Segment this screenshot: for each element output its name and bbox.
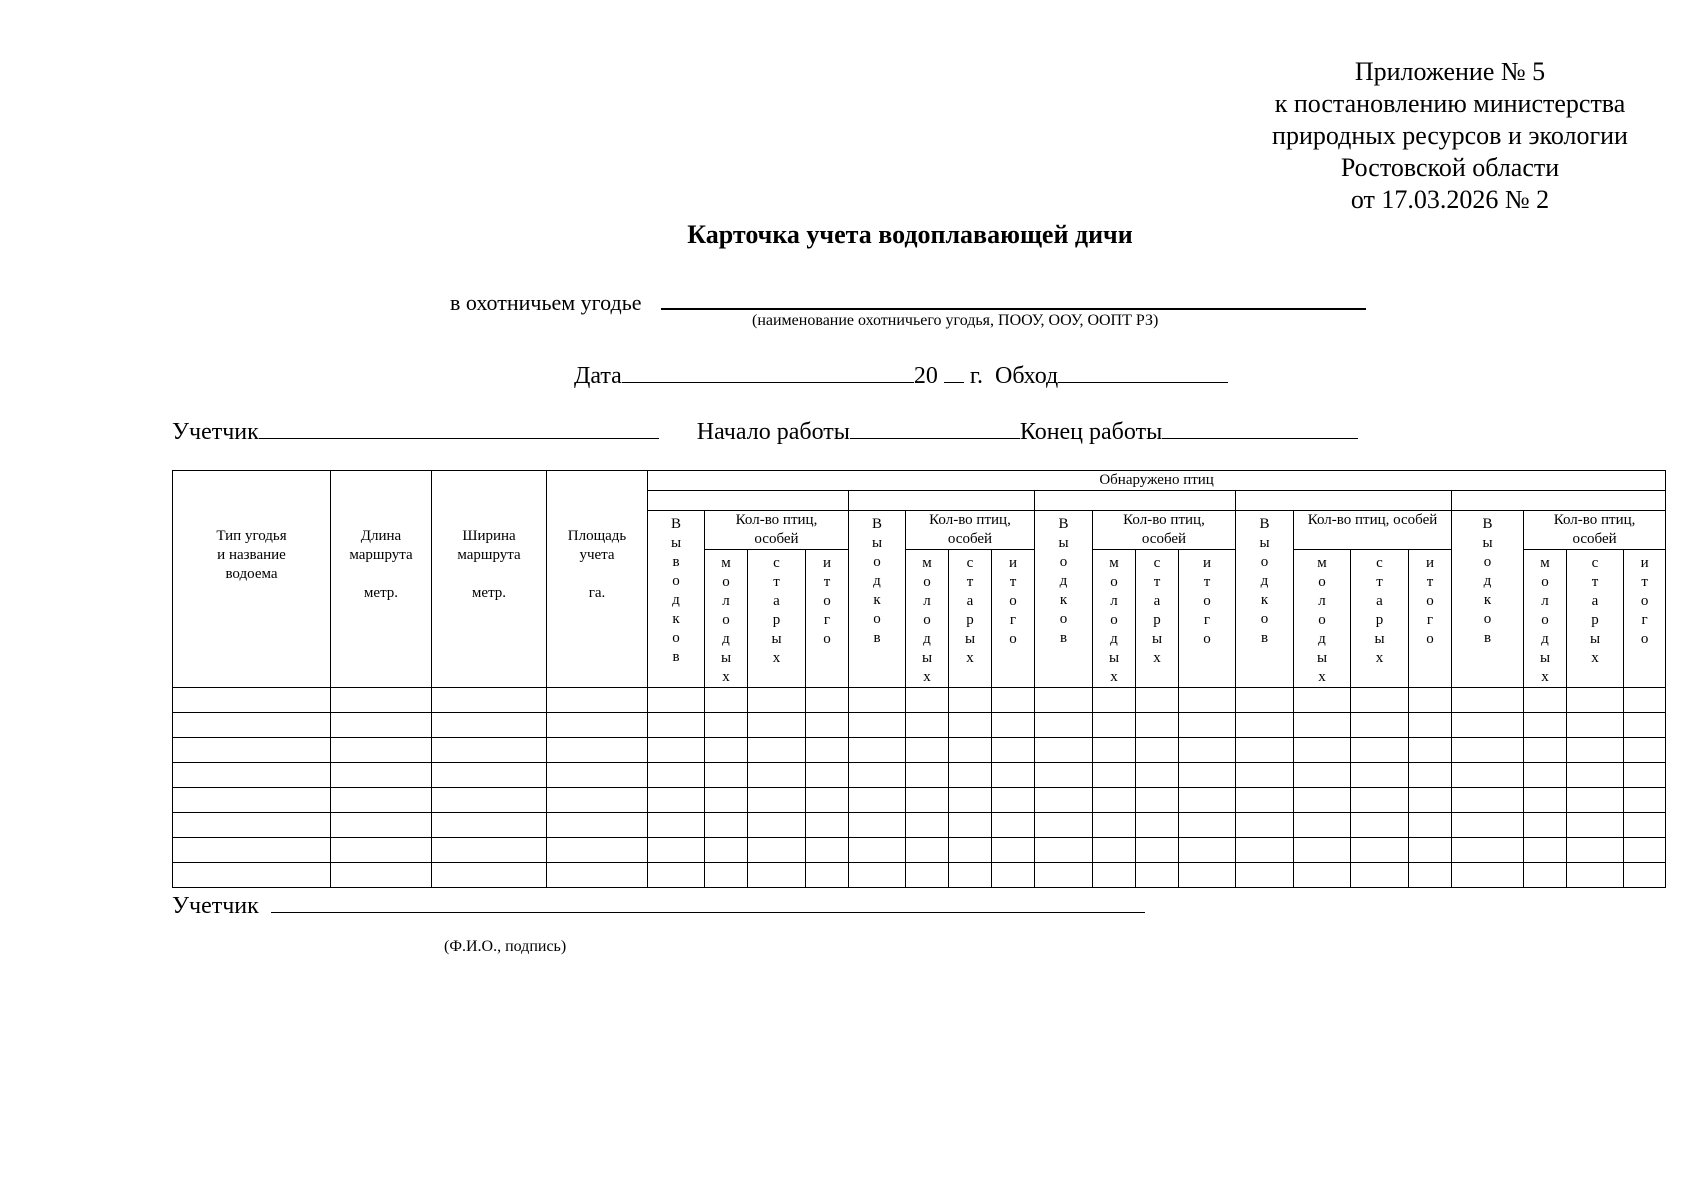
table-row bbox=[173, 763, 1666, 788]
header-broods: В ы о д к о в bbox=[1236, 511, 1294, 688]
table-cell[interactable] bbox=[949, 738, 992, 763]
table-cell[interactable] bbox=[705, 788, 748, 813]
header-broods: В ы о д к о в bbox=[849, 511, 906, 688]
table-cell[interactable] bbox=[1351, 713, 1409, 738]
table-cell[interactable] bbox=[1093, 688, 1136, 713]
table-cell[interactable] bbox=[806, 688, 849, 713]
table-cell[interactable] bbox=[1567, 813, 1624, 838]
table-cell[interactable] bbox=[906, 738, 949, 763]
end-work-field[interactable] bbox=[1162, 416, 1358, 439]
table-cell[interactable] bbox=[547, 688, 648, 713]
header-young: м о л о д ы х bbox=[1524, 550, 1567, 688]
table-cell[interactable] bbox=[949, 763, 992, 788]
table-cell[interactable] bbox=[806, 813, 849, 838]
table-cell[interactable] bbox=[173, 688, 331, 713]
table-cell[interactable] bbox=[1351, 813, 1409, 838]
table-cell[interactable] bbox=[547, 813, 648, 838]
footer-counter-label: Учетчик bbox=[172, 893, 259, 919]
table-cell[interactable] bbox=[1452, 688, 1524, 713]
table-cell[interactable] bbox=[1624, 863, 1666, 888]
table-cell[interactable] bbox=[748, 688, 806, 713]
bird-count-table bbox=[172, 470, 1666, 888]
table-cell[interactable] bbox=[748, 763, 806, 788]
header-total: и т о г о bbox=[1409, 550, 1452, 688]
table-cell[interactable] bbox=[1524, 713, 1567, 738]
table-cell[interactable] bbox=[173, 813, 331, 838]
table-cell[interactable] bbox=[1624, 713, 1666, 738]
table-cell[interactable] bbox=[1035, 813, 1093, 838]
hunting-ground-field[interactable] bbox=[661, 286, 1366, 310]
table-cell[interactable] bbox=[1624, 763, 1666, 788]
header-bird-count: Кол-во птиц, особей bbox=[1093, 511, 1236, 550]
header-total: и т о г о bbox=[1179, 550, 1236, 688]
table-cell[interactable] bbox=[1294, 688, 1351, 713]
table-cell[interactable] bbox=[1624, 688, 1666, 713]
table-cell[interactable] bbox=[1236, 813, 1294, 838]
table-cell[interactable] bbox=[648, 738, 705, 763]
table-cell[interactable] bbox=[1624, 813, 1666, 838]
header-count-area: Площадь учета га. bbox=[547, 471, 648, 688]
table-cell[interactable] bbox=[806, 713, 849, 738]
table-cell[interactable] bbox=[806, 738, 849, 763]
table-cell[interactable] bbox=[331, 688, 432, 713]
table-cell[interactable] bbox=[1294, 838, 1351, 863]
end-work-label: Конец работы bbox=[1019, 419, 1163, 445]
table-cell[interactable] bbox=[173, 713, 331, 738]
table-cell[interactable] bbox=[432, 838, 547, 863]
table-cell[interactable] bbox=[705, 688, 748, 713]
table-cell[interactable] bbox=[1351, 688, 1409, 713]
table-cell[interactable] bbox=[906, 688, 949, 713]
table-cell[interactable] bbox=[1136, 788, 1179, 813]
appendix-line: природных ресурсов и экологии bbox=[1272, 121, 1628, 150]
table-cell[interactable] bbox=[1179, 863, 1236, 888]
table-cell[interactable] bbox=[432, 763, 547, 788]
table-cell[interactable] bbox=[705, 838, 748, 863]
table-cell[interactable] bbox=[992, 838, 1035, 863]
table-cell[interactable] bbox=[648, 713, 705, 738]
table-cell[interactable] bbox=[1524, 788, 1567, 813]
table-cell[interactable] bbox=[1409, 713, 1452, 738]
table-cell[interactable] bbox=[1624, 788, 1666, 813]
table-cell[interactable] bbox=[1624, 838, 1666, 863]
table-cell[interactable] bbox=[748, 713, 806, 738]
table-cell[interactable] bbox=[1567, 863, 1624, 888]
signature-caption: (Ф.И.О., подпись) bbox=[444, 938, 567, 955]
table-cell[interactable] bbox=[806, 763, 849, 788]
table-cell[interactable] bbox=[849, 738, 906, 763]
table-cell[interactable] bbox=[1409, 738, 1452, 763]
table-cell[interactable] bbox=[1136, 713, 1179, 738]
table-cell[interactable] bbox=[1351, 763, 1409, 788]
table-cell[interactable] bbox=[1351, 838, 1409, 863]
hunting-ground-caption: (наименование охотничьего угодья, ПООУ, ООУ, ООПТ РЗ) bbox=[752, 312, 1159, 329]
table-row bbox=[173, 863, 1666, 888]
table-cell[interactable] bbox=[1136, 763, 1179, 788]
table-cell[interactable] bbox=[1452, 763, 1524, 788]
year-field[interactable] bbox=[944, 360, 964, 383]
table-cell[interactable] bbox=[806, 788, 849, 813]
table-cell[interactable] bbox=[949, 788, 992, 813]
year-suffix: г. bbox=[969, 363, 983, 389]
table-cell[interactable] bbox=[1409, 688, 1452, 713]
counter-field[interactable] bbox=[259, 416, 659, 439]
header-bird-count: Кол-во птиц, особей bbox=[1294, 511, 1452, 550]
table-cell[interactable] bbox=[547, 763, 648, 788]
table-cell[interactable] bbox=[432, 788, 547, 813]
header-old: с т а р ы х bbox=[949, 550, 992, 688]
header-broods: В ы о д к о в bbox=[1452, 511, 1524, 688]
table-cell[interactable] bbox=[1035, 738, 1093, 763]
table-cell[interactable] bbox=[1524, 813, 1567, 838]
table-cell[interactable] bbox=[1093, 863, 1136, 888]
table-cell[interactable] bbox=[648, 788, 705, 813]
table-cell[interactable] bbox=[331, 863, 432, 888]
table-cell[interactable] bbox=[849, 863, 906, 888]
table-cell[interactable] bbox=[173, 738, 331, 763]
table-cell[interactable] bbox=[1452, 738, 1524, 763]
table-cell[interactable] bbox=[705, 863, 748, 888]
table-cell[interactable] bbox=[173, 763, 331, 788]
header-birds-found: Обнаружено птиц bbox=[648, 471, 1666, 491]
appendix-line: к постановлению министерства bbox=[1274, 89, 1626, 118]
appendix-line: от 17.03.2026 № 2 bbox=[1350, 185, 1550, 214]
table-cell[interactable] bbox=[1351, 738, 1409, 763]
date-label: Дата bbox=[574, 363, 622, 389]
table-cell[interactable] bbox=[1524, 688, 1567, 713]
table-cell[interactable] bbox=[849, 838, 906, 863]
table-cell[interactable] bbox=[1236, 688, 1294, 713]
table-cell[interactable] bbox=[1136, 838, 1179, 863]
table-cell[interactable] bbox=[1294, 863, 1351, 888]
header-total: и т о г о bbox=[1624, 550, 1666, 688]
table-cell[interactable] bbox=[1136, 863, 1179, 888]
date-field[interactable] bbox=[622, 360, 914, 383]
table-cell[interactable] bbox=[1093, 788, 1136, 813]
year-prefix: 20 bbox=[913, 363, 938, 389]
table-cell[interactable] bbox=[1567, 713, 1624, 738]
table-cell[interactable] bbox=[906, 788, 949, 813]
table-cell[interactable] bbox=[1136, 738, 1179, 763]
table-cell[interactable] bbox=[1236, 838, 1294, 863]
header-bird-count: Кол-во птиц, особей bbox=[906, 511, 1035, 550]
table-cell[interactable] bbox=[331, 763, 432, 788]
table-cell[interactable] bbox=[1351, 788, 1409, 813]
table-row bbox=[173, 713, 1666, 738]
table-cell[interactable] bbox=[1179, 788, 1236, 813]
header-total: и т о г о bbox=[806, 550, 849, 688]
table-cell[interactable] bbox=[1236, 763, 1294, 788]
table-cell[interactable] bbox=[1179, 738, 1236, 763]
table-row bbox=[173, 738, 1666, 763]
table-cell[interactable] bbox=[1179, 763, 1236, 788]
group-header-blank bbox=[849, 491, 1035, 511]
header-bird-count: Кол-во птиц, особей bbox=[1524, 511, 1666, 550]
counter-line bbox=[172, 416, 1358, 446]
header-total: и т о г о bbox=[992, 550, 1035, 688]
table-cell[interactable] bbox=[331, 813, 432, 838]
table-cell[interactable] bbox=[1236, 713, 1294, 738]
header-old: с т а р ы х bbox=[1351, 550, 1409, 688]
footer-counter-field[interactable] bbox=[271, 890, 1145, 913]
table-body bbox=[173, 688, 1666, 888]
header-bird-count: Кол-во птиц, особей bbox=[705, 511, 849, 550]
table-cell[interactable] bbox=[1452, 838, 1524, 863]
table-cell[interactable] bbox=[1136, 688, 1179, 713]
header-young: м о л о д ы х bbox=[1294, 550, 1351, 688]
table-cell[interactable] bbox=[806, 863, 849, 888]
table-cell[interactable] bbox=[648, 688, 705, 713]
header-broods: В ы о д к о в bbox=[1035, 511, 1093, 688]
table-cell[interactable] bbox=[1035, 688, 1093, 713]
table-cell[interactable] bbox=[849, 813, 906, 838]
footer-counter-line bbox=[172, 890, 1145, 920]
table-cell[interactable] bbox=[432, 863, 547, 888]
table-cell[interactable] bbox=[648, 813, 705, 838]
table-cell[interactable] bbox=[1567, 838, 1624, 863]
table-cell[interactable] bbox=[1236, 788, 1294, 813]
table-cell[interactable] bbox=[331, 713, 432, 738]
table-cell[interactable] bbox=[173, 838, 331, 863]
table-cell[interactable] bbox=[1524, 763, 1567, 788]
start-work-field[interactable] bbox=[850, 416, 1020, 439]
table-cell[interactable] bbox=[949, 813, 992, 838]
date-line bbox=[574, 360, 1228, 390]
table-cell[interactable] bbox=[1409, 813, 1452, 838]
table-cell[interactable] bbox=[1524, 838, 1567, 863]
table-cell[interactable] bbox=[992, 763, 1035, 788]
table-cell[interactable] bbox=[748, 838, 806, 863]
round-label: Обход bbox=[994, 363, 1059, 389]
counter-label: Учетчик bbox=[172, 419, 259, 445]
table-cell[interactable] bbox=[906, 713, 949, 738]
table-cell[interactable] bbox=[992, 738, 1035, 763]
round-field[interactable] bbox=[1058, 360, 1228, 383]
table-cell[interactable] bbox=[432, 688, 547, 713]
table-cell[interactable] bbox=[1035, 788, 1093, 813]
header-broods: В ы в о д к о в bbox=[648, 511, 705, 688]
table-cell[interactable] bbox=[648, 763, 705, 788]
table-cell[interactable] bbox=[1294, 763, 1351, 788]
table-cell[interactable] bbox=[949, 713, 992, 738]
table-cell[interactable] bbox=[1035, 838, 1093, 863]
table-cell[interactable] bbox=[331, 838, 432, 863]
header-route-width: Ширина маршрута метр. bbox=[432, 471, 547, 688]
start-work-label: Начало работы bbox=[696, 419, 850, 445]
table-cell[interactable] bbox=[547, 788, 648, 813]
document-title: Карточка учета водоплавающей дичи bbox=[687, 220, 1133, 249]
table-cell[interactable] bbox=[949, 838, 992, 863]
table-cell[interactable] bbox=[705, 813, 748, 838]
table-cell[interactable] bbox=[1624, 738, 1666, 763]
table-cell[interactable] bbox=[1452, 863, 1524, 888]
table-cell[interactable] bbox=[906, 763, 949, 788]
table-cell[interactable] bbox=[1136, 813, 1179, 838]
appendix-block bbox=[1240, 56, 1660, 216]
table-row bbox=[173, 788, 1666, 813]
table-cell[interactable] bbox=[748, 863, 806, 888]
table-cell[interactable] bbox=[1409, 838, 1452, 863]
header-old: с т а р ы х bbox=[748, 550, 806, 688]
appendix-line: Приложение № 5 bbox=[1354, 57, 1546, 86]
table-cell[interactable] bbox=[648, 863, 705, 888]
table-cell[interactable] bbox=[1294, 713, 1351, 738]
table-cell[interactable] bbox=[1567, 738, 1624, 763]
table-cell[interactable] bbox=[1524, 863, 1567, 888]
table-row bbox=[173, 688, 1666, 713]
table-cell[interactable] bbox=[1179, 688, 1236, 713]
header-young: м о л о д ы х bbox=[705, 550, 748, 688]
table-cell[interactable] bbox=[1179, 813, 1236, 838]
table-cell[interactable] bbox=[992, 863, 1035, 888]
header-old: с т а р ы х bbox=[1136, 550, 1179, 688]
table-row bbox=[173, 813, 1666, 838]
table-cell[interactable] bbox=[705, 763, 748, 788]
table-cell[interactable] bbox=[173, 863, 331, 888]
header-young: м о л о д ы х bbox=[906, 550, 949, 688]
table-cell[interactable] bbox=[705, 713, 748, 738]
table-cell[interactable] bbox=[1093, 813, 1136, 838]
appendix-line: Ростовской области bbox=[1340, 153, 1560, 182]
table-cell[interactable] bbox=[547, 713, 648, 738]
table-cell[interactable] bbox=[748, 813, 806, 838]
table-cell[interactable] bbox=[173, 788, 331, 813]
table-cell[interactable] bbox=[949, 863, 992, 888]
table-cell[interactable] bbox=[432, 713, 547, 738]
group-header-blank bbox=[648, 491, 849, 511]
header-ground-type: Тип угодья и название водоема bbox=[173, 471, 331, 688]
table-cell[interactable] bbox=[1236, 863, 1294, 888]
table-cell[interactable] bbox=[331, 738, 432, 763]
header-young: м о л о д ы х bbox=[1093, 550, 1136, 688]
table-cell[interactable] bbox=[806, 838, 849, 863]
table-cell[interactable] bbox=[849, 713, 906, 738]
table-cell[interactable] bbox=[1409, 863, 1452, 888]
group-header-blank bbox=[1236, 491, 1452, 511]
table-cell[interactable] bbox=[906, 838, 949, 863]
table-cell[interactable] bbox=[949, 688, 992, 713]
table-cell[interactable] bbox=[748, 738, 806, 763]
table-cell[interactable] bbox=[1093, 763, 1136, 788]
table-cell[interactable] bbox=[1035, 763, 1093, 788]
header-old: с т а р ы х bbox=[1567, 550, 1624, 688]
table-cell[interactable] bbox=[849, 688, 906, 713]
table-cell[interactable] bbox=[1452, 813, 1524, 838]
table-cell[interactable] bbox=[1452, 788, 1524, 813]
table-cell[interactable] bbox=[1179, 838, 1236, 863]
table-cell[interactable] bbox=[1351, 863, 1409, 888]
header-route-length: Длина маршрута метр. bbox=[331, 471, 432, 688]
table-cell[interactable] bbox=[547, 838, 648, 863]
hunting-ground-label: в охотничьем угодье bbox=[450, 290, 642, 315]
table-cell[interactable] bbox=[1236, 738, 1294, 763]
group-header-blank bbox=[1452, 491, 1666, 511]
group-header-blank bbox=[1035, 491, 1236, 511]
table-cell[interactable] bbox=[906, 813, 949, 838]
table-cell[interactable] bbox=[432, 738, 547, 763]
table-cell[interactable] bbox=[992, 788, 1035, 813]
table-cell[interactable] bbox=[432, 813, 547, 838]
table-cell[interactable] bbox=[547, 863, 648, 888]
table-cell[interactable] bbox=[547, 738, 648, 763]
table-row bbox=[173, 838, 1666, 863]
table-cell[interactable] bbox=[1452, 713, 1524, 738]
table-cell[interactable] bbox=[1294, 738, 1351, 763]
table-cell[interactable] bbox=[1093, 713, 1136, 738]
table-cell[interactable] bbox=[1294, 788, 1351, 813]
table-cell[interactable] bbox=[748, 788, 806, 813]
table-cell[interactable] bbox=[1567, 763, 1624, 788]
table-cell[interactable] bbox=[1093, 838, 1136, 863]
table-cell[interactable] bbox=[992, 713, 1035, 738]
table-cell[interactable] bbox=[648, 838, 705, 863]
table-cell[interactable] bbox=[1035, 713, 1093, 738]
table-cell[interactable] bbox=[1409, 788, 1452, 813]
table-cell[interactable] bbox=[1524, 738, 1567, 763]
table-cell[interactable] bbox=[906, 863, 949, 888]
table-cell[interactable] bbox=[1035, 863, 1093, 888]
table-cell[interactable] bbox=[1567, 788, 1624, 813]
table-cell[interactable] bbox=[1567, 688, 1624, 713]
table-cell[interactable] bbox=[849, 788, 906, 813]
table-cell[interactable] bbox=[705, 738, 748, 763]
table-cell[interactable] bbox=[1409, 763, 1452, 788]
table-cell[interactable] bbox=[1294, 813, 1351, 838]
table-cell[interactable] bbox=[331, 788, 432, 813]
table-cell[interactable] bbox=[1179, 713, 1236, 738]
table-cell[interactable] bbox=[992, 688, 1035, 713]
table-cell[interactable] bbox=[1093, 738, 1136, 763]
table-cell[interactable] bbox=[992, 813, 1035, 838]
table-cell[interactable] bbox=[849, 763, 906, 788]
